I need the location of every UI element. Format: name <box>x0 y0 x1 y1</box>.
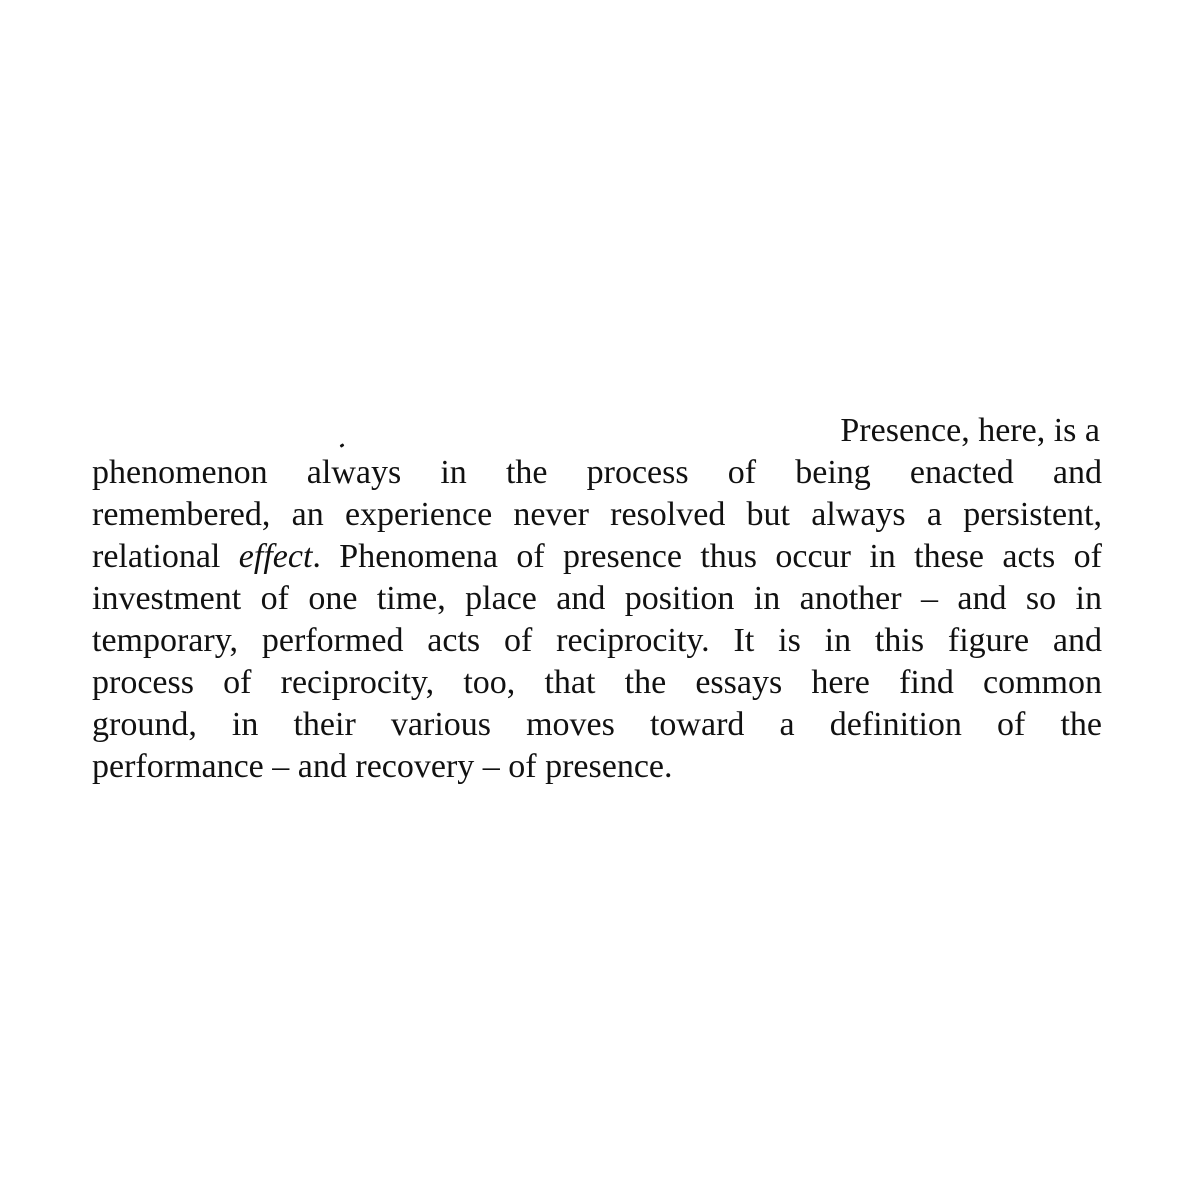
text-line-4 <box>92 536 1102 578</box>
text-line-2: phenomenon always in the process of being enacted and <box>92 454 1102 491</box>
text-line-6: temporary, performed acts of reciprocity. It is in this figure and <box>92 622 1102 659</box>
text-line-4-end: . Phenomena of presence thus occur in these acts of <box>312 538 1102 575</box>
emphasis-effect: effect <box>238 538 313 575</box>
text-line-1: Presence, here, is a <box>840 412 1100 449</box>
text-line-3: remembered, an experience never resolved but always a persistent, <box>92 496 1102 533</box>
text-line-5: investment of one time, place and position in another – and so in <box>92 580 1102 617</box>
text-line-4-start: relational <box>92 538 239 575</box>
body-paragraph <box>92 410 1102 788</box>
text-line-7: process of reciprocity, too, that the essays here find common <box>92 664 1102 701</box>
text-line-8: ground, in their various moves toward a definition of the <box>92 706 1102 743</box>
text-line-9: performance – and recovery – of presence. <box>92 748 673 785</box>
